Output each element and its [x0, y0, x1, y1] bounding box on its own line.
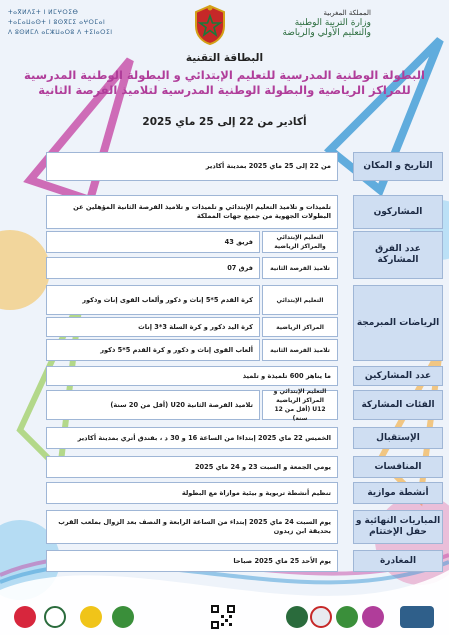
- cell-categories-sub1: التعليم الإبتدائي و المراكز الرياضية U12 (أقل من 12 سنة): [262, 390, 338, 420]
- cell-sports-val3: ألعاب القوى إناث و ذكور و كرة القدم 5*5 ذكور: [46, 339, 260, 361]
- cell-finals: يوم السبت 24 ماي 2025 إبتداء من الساعة الرابعة و النصف بعد الزوال بملعب القرب بحديقة ابن زيدون: [46, 510, 338, 544]
- row-label-competitions: المنافسات: [353, 456, 443, 478]
- ministry-logo-icon: [286, 606, 308, 628]
- sports-federation-logo-icon: [310, 606, 332, 628]
- city-logo-icon: [362, 606, 384, 628]
- olympic-committee-logo-icon: [44, 606, 66, 628]
- ministry-ar-line2: وزارة التربية الوطنية: [294, 18, 371, 28]
- ministry-name-tifinagh: [8, 8, 128, 38]
- frmsu-logo-icon: [14, 606, 36, 628]
- cell-date-place: من 22 إلى 25 ماي 2025 بمدينة أكادير: [46, 152, 338, 181]
- championship-title-line2: للمراكز الرياضية والبطولة الوطنية المدرسية لتلاميذ الفرصة الثانية: [38, 83, 411, 97]
- cell-participants: تلميذات و تلاميذ التعليم الإبتدائي و تلميذات و تلاميذ الفرصة الثانية المؤهلين عن البطولات الجهوية من جميع جهات المملكة: [46, 195, 338, 229]
- cell-participant-count: ما يناهز 600 تلميذة و تلميذ: [46, 366, 338, 386]
- cell-reception: الخميس 22 ماي 2025 إبتداءا من الساعة 16 و 30 د ، بفندق أتري بمدينة أكادير: [46, 427, 338, 449]
- championship-title-line1: البطولة الوطنية المدرسية للتعليم الإبتدائي و البطولة الوطنية المدرسية: [24, 68, 425, 82]
- cell-teams-sub1: التعليم الإبتدائي والمراكز الرياضية: [262, 231, 338, 253]
- page-title: البطاقة التقنية: [185, 52, 264, 64]
- ministry-tf-line3: ⴷ ⵓⵙⵍⵎⴷ ⴰⵎⵣⵡⴰⵔⵓ ⴷ ⵜⵉⵏⴰⵔⵉⵏ: [8, 29, 113, 36]
- cell-sports-val1: كرة القدم 5*5 إناث و ذكور وألعاب القوى إناث وذكور: [46, 285, 260, 315]
- row-label-finals: المباريات النهائية و حفل الإختتام: [353, 510, 443, 544]
- row-label-parallel-activities: أنشطة موازية: [353, 482, 443, 504]
- header: [0, 0, 449, 52]
- ministry-ar-line3: والتعليم الأولي والرياضة: [282, 28, 371, 38]
- cell-categories-val1: تلاميذ الفرصة الثانية U20 (أقل من 20 سنة): [46, 390, 260, 420]
- cell-teams-sub2: تلاميذ الفرصة الثانية: [262, 257, 338, 279]
- row-label-sports: الرياضات المبرمجة: [353, 285, 443, 361]
- cell-sports-val2: كرة اليد ذكور و كرة السلة 3*3 إناث: [46, 317, 260, 337]
- row-label-reception: الإستقبال: [353, 427, 443, 449]
- row-label-departure: المغادرة: [353, 550, 443, 572]
- qr-code-icon: [210, 604, 236, 630]
- cell-parallel-activities: تنظيم أنشطة تربوية و بيئية موازاة مع البطولة: [46, 482, 338, 504]
- row-label-categories: الفئات المشاركة: [353, 390, 443, 420]
- row-label-participants: المشاركون: [353, 195, 443, 229]
- cell-teams-val2: فرق 07: [46, 257, 260, 279]
- row-label-participant-count: عدد المشاركين: [353, 366, 443, 386]
- ministry-tf-line1: ⵜⴰⴳⵍⴷⵉⵜ ⵏ ⵍⵎⵖⵔⵉⴱ: [8, 9, 79, 16]
- cell-teams-val1: فريق 43: [46, 231, 260, 253]
- cell-sports-sub3: تلاميذ الفرصة الثانية: [262, 339, 338, 361]
- event-date-location: أكادير من 22 إلى 25 ماي 2025: [142, 116, 307, 128]
- cell-departure: يوم الأحد 25 ماي 2025 صباحا: [46, 550, 338, 572]
- madrastna-logo-icon: [400, 606, 434, 628]
- cell-competitions: يومي الجمعة و السبت 23 و 24 ماي 2025: [46, 456, 338, 478]
- ministry-name-arabic: [231, 8, 371, 38]
- moroccan-emblem-icon: [190, 4, 230, 46]
- region-logo-icon: [336, 606, 358, 628]
- ministry-ar-line1: المملكة المغربية: [323, 9, 371, 17]
- sports-club-logo-icon: [112, 606, 134, 628]
- regional-academy-logo-icon: [80, 606, 102, 628]
- cell-sports-sub1: التعليم الإبتدائي: [262, 285, 338, 315]
- cell-sports-sub2: المراكز الرياضية: [262, 317, 338, 337]
- ministry-tf-line2: ⵜⴰⵎⴰⵡⴰⵙⵜ ⵏ ⵓⵙⴳⵎⵉ ⴰⵖⵔⵎⴰⵏ: [8, 19, 106, 26]
- row-label-teams: عدد الفرق المشاركة: [353, 231, 443, 279]
- row-label-date-place: التاريخ و المكان: [353, 152, 443, 181]
